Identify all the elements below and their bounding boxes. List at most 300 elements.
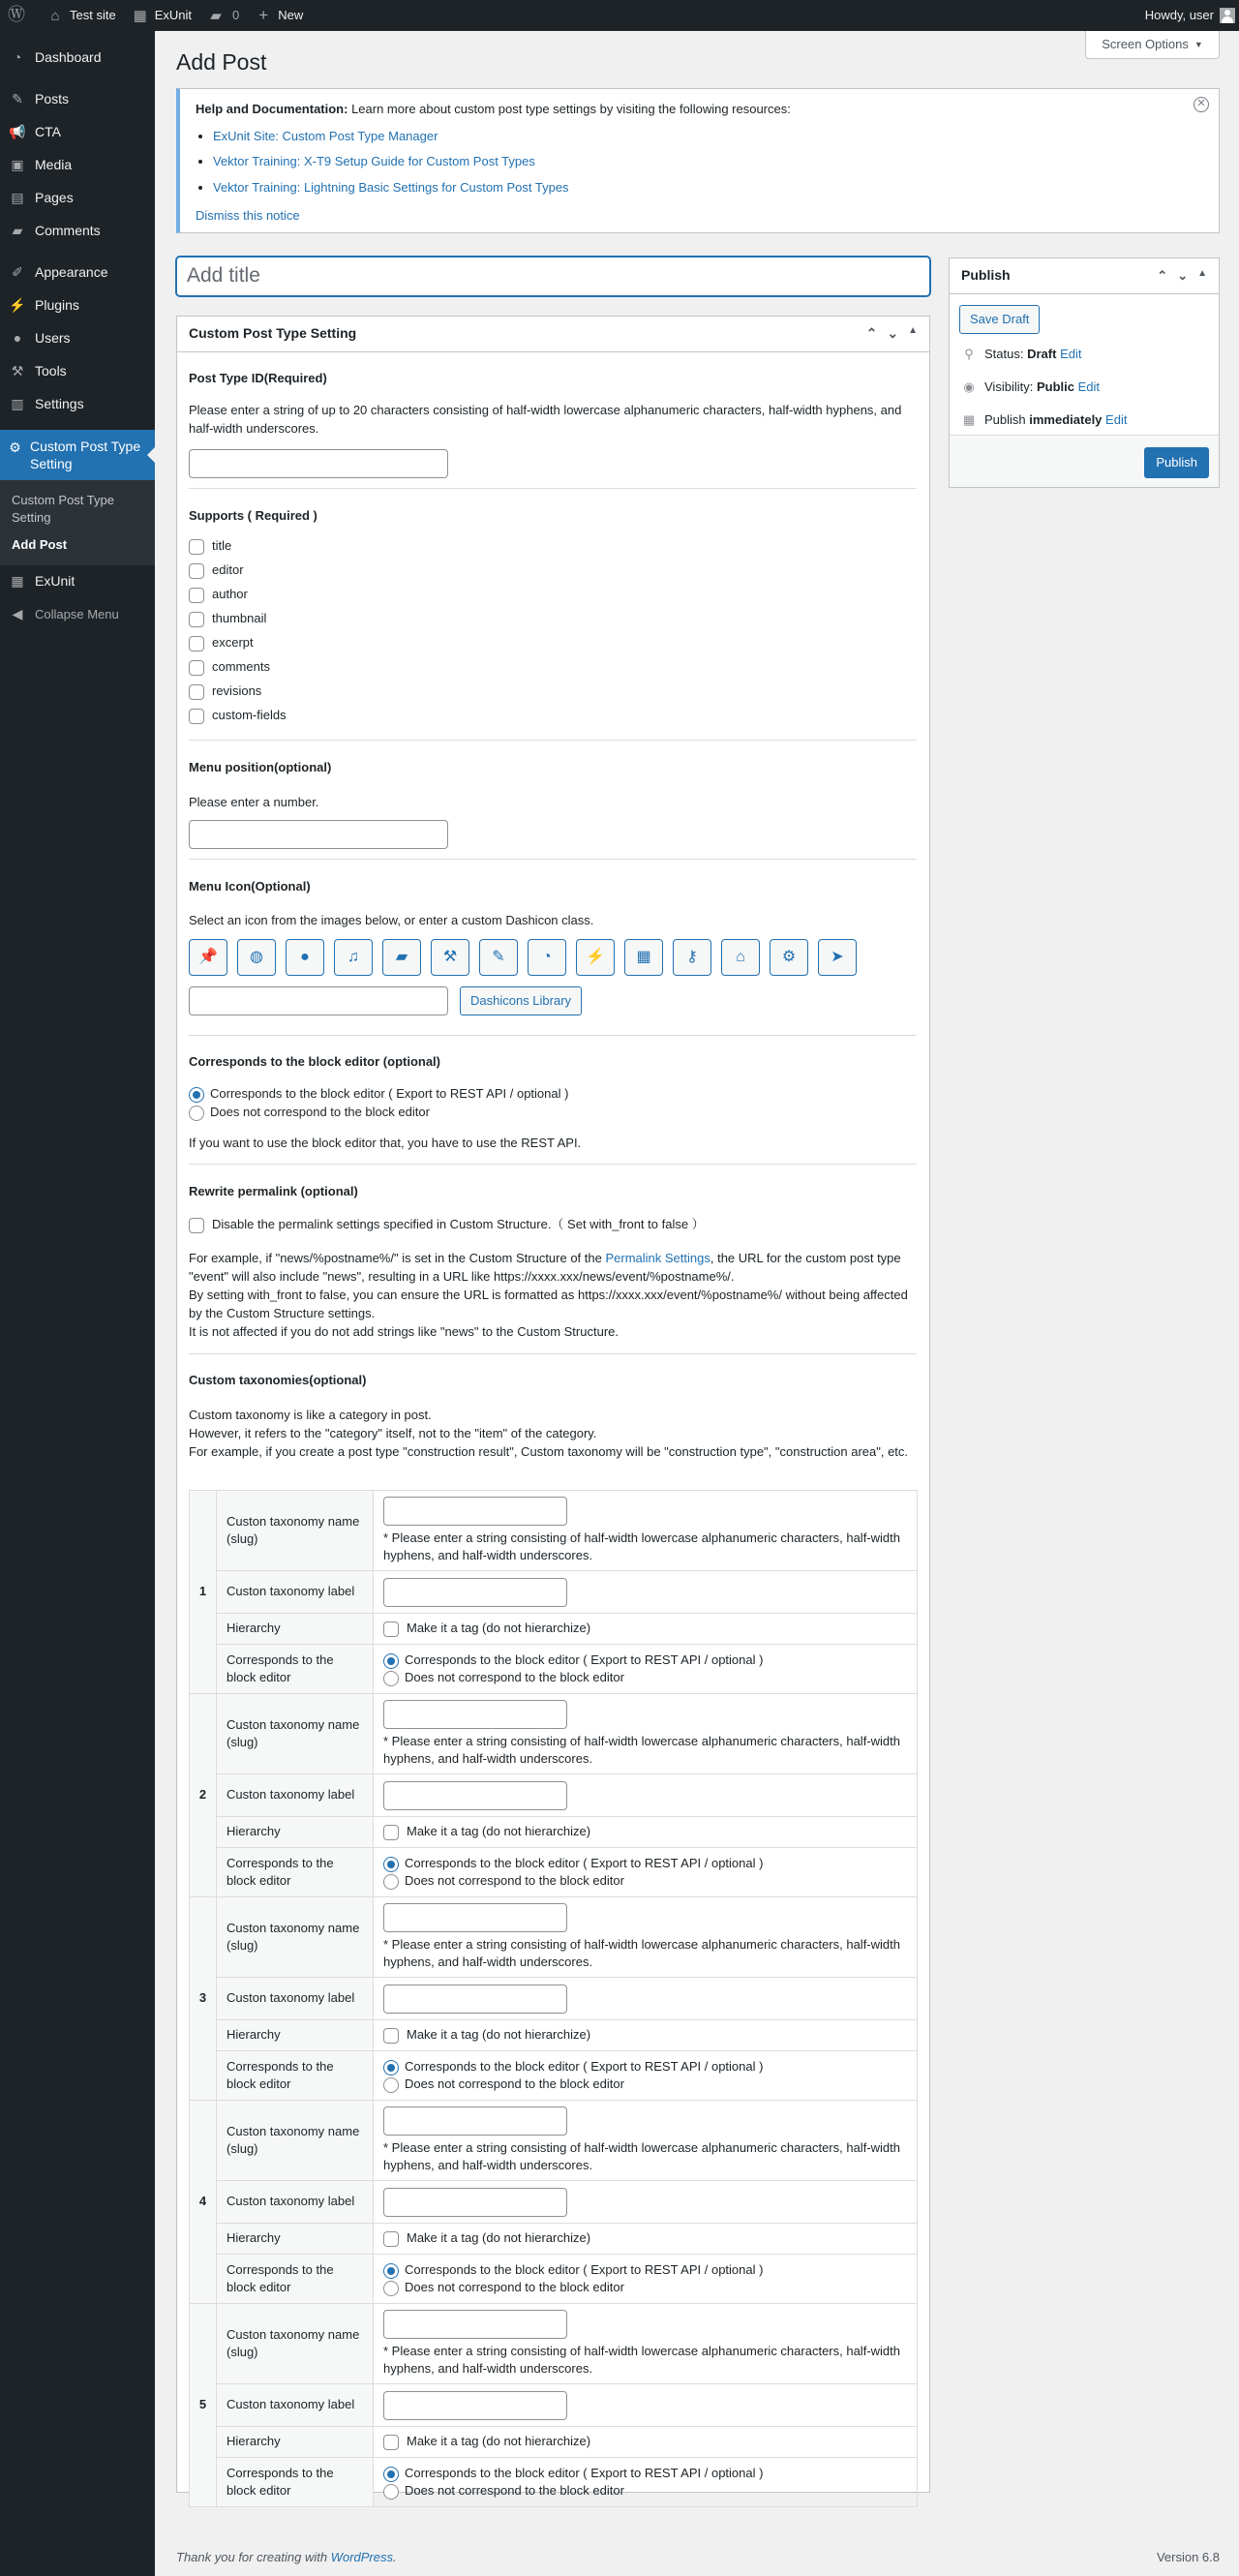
slug-label: Custon taxonomy name (slug) (217, 2304, 374, 2384)
sidebar-item-dashboard[interactable] (0, 42, 155, 75)
move-down-icon[interactable]: ⌄ (887, 325, 899, 342)
table-row (190, 1571, 918, 1614)
checkbox[interactable] (383, 2435, 399, 2450)
hierarchy-label: Hierarchy (217, 2427, 374, 2458)
notice-link-exunit[interactable]: ExUnit Site: Custom Post Type Manager (213, 129, 438, 144)
edit-visibility-link[interactable]: Edit (1077, 379, 1101, 394)
taxonomy-number: 1 (190, 1491, 217, 1694)
new-content-link[interactable] (247, 0, 311, 31)
footer-version: Version 6.8 (1156, 2550, 1220, 2564)
notice-lead (196, 101, 1203, 118)
taxonomy-label-input[interactable] (383, 1781, 567, 1810)
permalink-settings-link[interactable]: Permalink Settings (605, 1251, 710, 1265)
radio[interactable] (383, 2281, 399, 2296)
radio[interactable] (383, 2077, 399, 2093)
table-row (190, 1817, 918, 1848)
dashboard-icon[interactable]: ◔ (528, 939, 566, 976)
block-editor-options (189, 1086, 568, 1123)
radio[interactable] (383, 1653, 399, 1669)
radio[interactable] (383, 2263, 399, 2279)
option-label: custom-fields (212, 708, 287, 722)
dashicons-library-button[interactable]: Dashicons Library (460, 986, 582, 1015)
supports-option-author[interactable] (189, 587, 287, 611)
media-icon: ▣ (11, 157, 24, 173)
checkbox[interactable] (189, 709, 204, 724)
home-icon: ⌂ (50, 7, 60, 24)
option-label: author (212, 587, 248, 601)
publish-header (950, 258, 1219, 294)
sidebar-item-custom-post-type-setting[interactable] (0, 430, 155, 480)
help-line: For example, if you create a post type "construction result", Custom taxonomy will be "construction type", "construction area", etc. (189, 1444, 909, 1459)
checkbox[interactable] (383, 1825, 399, 1840)
radio[interactable] (383, 1671, 399, 1686)
slug-cell (374, 1694, 918, 1774)
page-title: Add Post (176, 49, 267, 75)
help-line: Custom taxonomy is like a category in post. (189, 1408, 432, 1422)
taxonomy-label-input[interactable] (383, 2188, 567, 2217)
hierarchy-checkbox-label: Make it a tag (do not hierarchize) (407, 1621, 591, 1636)
status-value: Draft (1027, 347, 1057, 361)
hierarchy-cell[interactable] (374, 2020, 918, 2051)
option-label: excerpt (212, 635, 254, 650)
menu-icon-help: Select an icon from the images below, or enter a custom Dashicon class. (189, 913, 594, 927)
notice-lead-text: Learn more about custom post type settings by visiting the following resources: (348, 102, 791, 116)
block-editor-option-no[interactable] (383, 2076, 907, 2093)
table-row (190, 1614, 918, 1645)
taxonomy-slug-input[interactable] (383, 1497, 567, 1526)
sidebar-item-label: CTA (35, 124, 61, 140)
hierarchy-cell[interactable] (374, 1817, 918, 1848)
wrench-icon: ⚒ (11, 363, 24, 379)
sidebar-item-media[interactable] (0, 149, 155, 182)
sidebar-item-comments[interactable] (0, 215, 155, 248)
block-editor-option-no[interactable] (383, 1872, 907, 1890)
taxonomy-label-input[interactable] (383, 2391, 567, 2420)
rewrite-permalink-label: Rewrite permalink (optional) (189, 1184, 358, 1198)
text: Thank you for creating with (176, 2550, 331, 2564)
hierarchy-label: Hierarchy (217, 2224, 374, 2255)
option-label: Corresponds to the block editor ( Export to REST API / optional ) (405, 2059, 764, 2074)
checkbox[interactable] (383, 2028, 399, 2044)
home-icon[interactable]: ⌂ (721, 939, 760, 976)
option-label: Does not correspond to the block editor (405, 2076, 624, 2091)
table-row (190, 1848, 918, 1897)
key-icon[interactable]: ⚷ (673, 939, 711, 976)
user-icon[interactable]: ● (286, 939, 324, 976)
media-icon[interactable]: ♫ (334, 939, 373, 976)
option-label: revisions (212, 683, 262, 698)
radio[interactable] (383, 2467, 399, 2482)
sidebar-item-label: Settings (35, 396, 84, 412)
edit-page-icon[interactable]: ✎ (479, 939, 518, 976)
publish-button[interactable]: Publish (1144, 447, 1209, 478)
status-label: Status: (984, 347, 1024, 361)
plugin-icon[interactable]: ⚡ (576, 939, 615, 976)
custom-taxonomy-table (189, 1490, 918, 2507)
brush-icon: ✐ (12, 264, 23, 281)
option-label: Corresponds to the block editor ( Export to REST API / optional ) (405, 1652, 764, 1667)
checkbox[interactable] (189, 636, 204, 652)
exunit-icon: ▦ (133, 7, 147, 24)
slug-label: Custon taxonomy name (slug) (217, 1897, 374, 1978)
toggle-panel-icon[interactable]: ▲ (908, 325, 918, 337)
supports-option-editor[interactable] (189, 562, 287, 587)
edit-status-link[interactable]: Edit (1060, 347, 1082, 361)
submenu-item-add-post[interactable]: Add Post (12, 537, 68, 552)
block-editor-note: If you want to use the block editor that, you have to use the REST API. (189, 1136, 582, 1150)
block-editor-option-yes[interactable] (383, 2261, 907, 2279)
metabox-header (177, 317, 929, 352)
supports-option-custom-fields[interactable] (189, 708, 287, 732)
radio[interactable] (383, 2484, 399, 2500)
label-cell (374, 2181, 918, 2224)
collapse-icon: ◀ (12, 606, 23, 622)
slug-cell (374, 2304, 918, 2384)
slug-cell (374, 2101, 918, 2181)
block-editor-option-no[interactable] (383, 2279, 907, 2296)
publish-value: immediately (1029, 412, 1103, 427)
help-notice (176, 88, 1220, 233)
dismiss-notice-link[interactable]: Dismiss this notice (196, 208, 300, 223)
submenu-item-custom-post-type-setting[interactable]: Custom Post Type Setting (12, 493, 114, 525)
taxonomy-number: 5 (190, 2304, 217, 2507)
table-row (190, 1694, 918, 1774)
menu-icon-label: Menu Icon(Optional) (189, 879, 311, 894)
checkbox[interactable] (189, 684, 204, 700)
block-editor-option-no[interactable] (383, 1669, 907, 1686)
label-cell (374, 2384, 918, 2427)
block-editor-option-yes[interactable] (383, 2058, 907, 2076)
taxonomy-number: 2 (190, 1694, 217, 1897)
comments-count: 0 (231, 7, 240, 22)
slug-help: * Please enter a string consisting of half-width lowercase alphanumeric characters, half-width hyphens, and half-width underscores. (383, 2140, 900, 2172)
sidebar-item-label: Pages (35, 190, 74, 206)
block-editor-option-yes[interactable] (189, 1086, 568, 1105)
radio[interactable] (383, 2060, 399, 2076)
slug-help: * Please enter a string consisting of half-width lowercase alphanumeric characters, half-width hyphens, and half-width underscores. (383, 1734, 900, 1766)
slug-cell (374, 1491, 918, 1571)
radio[interactable] (383, 1874, 399, 1890)
id-card-icon[interactable]: ▦ (624, 939, 663, 976)
custom-taxonomies-help (189, 1406, 917, 1461)
comments-link[interactable] (199, 0, 247, 31)
pin-icon[interactable]: 📌 (189, 939, 227, 976)
screen-options-label: Screen Options (1102, 36, 1189, 51)
taxonomy-slug-input[interactable] (383, 1903, 567, 1932)
sidebar-item-exunit[interactable] (0, 565, 155, 598)
list-item (213, 128, 1203, 145)
settings-icon[interactable]: ⚙ (770, 939, 808, 976)
toggle-panel-icon[interactable]: ▲ (1197, 267, 1207, 279)
rewrite-permalink-explanation (189, 1249, 917, 1341)
collapse-label: Collapse Menu (35, 606, 119, 621)
checkbox[interactable] (189, 539, 204, 555)
table-row (190, 2224, 918, 2255)
label-cell (374, 1571, 918, 1614)
table-row (190, 2255, 918, 2304)
user-icon: ● (13, 330, 22, 347)
sidebar-item-pages[interactable] (0, 182, 155, 215)
hierarchy-checkbox-label: Make it a tag (do not hierarchize) (407, 2434, 591, 2449)
visibility-value: Public (1036, 379, 1074, 394)
option-label: Does not correspond to the block editor (405, 1873, 624, 1888)
sidebar-item-appearance[interactable] (0, 257, 155, 289)
dashicon-class-input[interactable] (189, 986, 448, 1015)
option-label: Corresponds to the block editor ( Export to REST API / optional ) (210, 1086, 569, 1101)
table-row (190, 1491, 918, 1571)
option-label: Does not correspond to the block editor (210, 1105, 430, 1119)
checkbox[interactable] (189, 588, 204, 603)
label-label: Custon taxonomy label (217, 1774, 374, 1817)
globe-icon[interactable]: ◍ (237, 939, 276, 976)
comment-icon: ▰ (12, 223, 23, 239)
block-editor-label: Corresponds to the block editor (217, 2458, 374, 2507)
new-label: New (278, 7, 304, 22)
rewrite-paragraph-1 (189, 1249, 917, 1286)
megaphone-icon: 📢 (9, 124, 26, 140)
wordpress-logo-button[interactable] (0, 0, 39, 31)
hierarchy-cell[interactable] (374, 2224, 918, 2255)
hierarchy-cell[interactable] (374, 1614, 918, 1645)
text: . (393, 2550, 397, 2564)
checkbox[interactable] (383, 2231, 399, 2247)
admin-sidebar (0, 31, 155, 2576)
label-cell (374, 1978, 918, 2020)
notice-links (213, 128, 1203, 197)
publish-title: Publish (961, 267, 1011, 284)
page-icon: ▤ (11, 190, 24, 206)
hierarchy-checkbox-label: Make it a tag (do not hierarchize) (407, 2027, 591, 2043)
block-editor-cell (374, 2458, 918, 2507)
gear-icon: ⚙ (9, 439, 21, 455)
taxonomy-number: 4 (190, 2101, 217, 2304)
label-label: Custon taxonomy label (217, 1571, 374, 1614)
block-editor-option-yes[interactable] (383, 1652, 907, 1669)
table-row (190, 2020, 918, 2051)
table-row (190, 2051, 918, 2101)
wordpress-logo-icon: Ⓦ (8, 5, 25, 25)
option-label: Does not correspond to the block editor (405, 2483, 624, 2498)
block-editor-label: Corresponds to the block editor (217, 1645, 374, 1694)
send-icon[interactable]: ➤ (818, 939, 857, 976)
publish-schedule-row (961, 411, 1127, 429)
option-label: Does not correspond to the block editor (405, 1670, 624, 1684)
screen-options-button[interactable] (1085, 31, 1220, 59)
sidebar-item-cta[interactable] (0, 116, 155, 149)
supports-option-thumbnail[interactable] (189, 611, 287, 635)
sidebar-item-label: Media (35, 157, 73, 173)
sidebar-item-label: Appearance (35, 264, 108, 281)
hierarchy-checkbox-label: Make it a tag (do not hierarchize) (407, 2230, 591, 2246)
supports-option-revisions[interactable] (189, 683, 287, 708)
sidebar-submenu (0, 480, 155, 565)
menu-icon-grid (189, 939, 917, 978)
menu-position-help: Please enter a number. (189, 795, 319, 809)
taxonomy-label-input[interactable] (383, 1985, 567, 2014)
rewrite-paragraph-2: By setting with_front to false, you can ensure the URL is formatted as https://xxxx.xxx/event/%postname%/ without being affected by the Custom Structure settings. (189, 1288, 908, 1320)
option-label: editor (212, 562, 244, 577)
sidebar-item-users[interactable] (0, 322, 155, 355)
exunit-icon: ▦ (11, 573, 24, 590)
sidebar-item-label: Custom Post Type Setting (29, 439, 141, 471)
title-input[interactable]: Add title (176, 257, 930, 296)
notice-link-lightning[interactable]: Vektor Training: Lightning Basic Settings for Custom Post Types (213, 179, 569, 195)
rewrite-permalink-option[interactable] (189, 1217, 705, 1233)
option-label: Corresponds to the block editor ( Export to REST API / optional ) (405, 1856, 764, 1870)
pin-icon: ⚲ (964, 347, 974, 361)
publish-metabox (949, 258, 1220, 488)
eye-icon: ◉ (963, 379, 975, 394)
slug-label: Custon taxonomy name (slug) (217, 1694, 374, 1774)
comment-icon: ▰ (210, 7, 222, 24)
collapse-menu-button[interactable] (0, 598, 155, 631)
taxonomy-slug-input[interactable] (383, 1700, 567, 1729)
taxonomy-slug-input[interactable] (383, 2106, 567, 2136)
label-label: Custon taxonomy label (217, 2384, 374, 2427)
help-line: However, it refers to the "category" itself, not to the "item" of the category. (189, 1426, 597, 1440)
block-editor-label: Corresponds to the block editor (217, 1848, 374, 1897)
checkbox[interactable] (189, 1218, 204, 1233)
sidebar-item-label: ExUnit (35, 573, 76, 590)
block-editor-option-yes[interactable] (383, 1855, 907, 1872)
sidebar-item-settings[interactable] (0, 388, 155, 421)
checkbox[interactable] (189, 563, 204, 579)
checkbox[interactable] (383, 1621, 399, 1637)
footer-thanks (176, 2549, 397, 2566)
table-row (190, 2304, 918, 2384)
option-label: Corresponds to the block editor ( Export to REST API / optional ) (405, 2466, 764, 2480)
wordpress-link[interactable]: WordPress (330, 2550, 393, 2564)
sidebar-item-label: Posts (35, 91, 70, 107)
supports-option-comments[interactable] (189, 659, 287, 683)
move-down-icon[interactable]: ⌄ (1177, 267, 1189, 283)
label-label: Custon taxonomy label (217, 2181, 374, 2224)
plugin-icon: ⚡ (9, 297, 26, 314)
menu-position-input[interactable] (189, 820, 448, 849)
hierarchy-cell[interactable] (374, 2427, 918, 2458)
visibility-label: Visibility: (984, 379, 1034, 394)
notice-link-xt9[interactable]: Vektor Training: X-T9 Setup Guide for Custom Post Types (213, 154, 535, 169)
move-up-icon[interactable]: ⌃ (1157, 267, 1168, 283)
site-name-label: Test site (70, 7, 116, 22)
supports-label: Supports ( Required ) (189, 508, 317, 523)
metabox-title: Custom Post Type Setting (189, 325, 357, 342)
close-icon[interactable]: ✕ (1194, 97, 1209, 112)
option-label: title (212, 538, 232, 553)
pin-icon: ✎ (12, 91, 23, 107)
checkbox[interactable] (189, 660, 204, 676)
sidebar-item-label: Plugins (35, 297, 79, 314)
publish-visibility-row (961, 379, 1100, 396)
sidebar-item-label: Comments (35, 223, 101, 239)
table-row (190, 1897, 918, 1978)
publish-status-row (961, 346, 1081, 363)
table-row (190, 1978, 918, 2020)
hierarchy-label: Hierarchy (217, 1817, 374, 1848)
exunit-link[interactable] (124, 0, 199, 31)
slug-cell (374, 1897, 918, 1978)
block-editor-label: Corresponds to the block editor (optional) (189, 1054, 440, 1069)
supports-option-title[interactable] (189, 538, 287, 562)
exunit-label: ExUnit (154, 7, 192, 22)
option-label: Corresponds to the block editor ( Export to REST API / optional ) (405, 2262, 764, 2277)
move-up-icon[interactable]: ⌃ (865, 325, 878, 342)
sidebar-item-label: Tools (35, 363, 67, 379)
slug-label: Custon taxonomy name (slug) (217, 1491, 374, 1571)
text: , the URL for the custom post type "event" will also include "news", resulting in a URL like https://xxxx.xxx/news/event/%postname%/. (189, 1251, 901, 1284)
sidebar-item-tools[interactable] (0, 355, 155, 388)
taxonomy-number: 3 (190, 1897, 217, 2101)
sidebar-item-label: Users (35, 330, 71, 347)
supports-option-excerpt[interactable] (189, 635, 287, 659)
table-row (190, 1774, 918, 1817)
custom-post-type-setting-metabox (176, 316, 930, 2498)
block-editor-label: Corresponds to the block editor (217, 2255, 374, 2304)
block-editor-cell (374, 1645, 918, 1694)
account-menu[interactable] (1137, 0, 1239, 31)
site-name-link[interactable] (39, 0, 124, 31)
notice-lead-bold: Help and Documentation: (196, 102, 348, 116)
option-label: Does not correspond to the block editor (405, 2280, 624, 2294)
table-row (190, 2181, 918, 2224)
text: For example, if "news/%postname%/" is set in the Custom Structure of the (189, 1251, 606, 1265)
label-cell (374, 1774, 918, 1817)
hierarchy-label: Hierarchy (217, 1614, 374, 1645)
calendar-icon: ▦ (962, 412, 976, 427)
admin-bar (0, 0, 1239, 31)
table-row (190, 2384, 918, 2427)
block-editor-label: Corresponds to the block editor (217, 2051, 374, 2101)
plus-icon: + (258, 6, 269, 25)
supports-options (189, 538, 287, 732)
taxonomy-slug-input[interactable] (383, 2310, 567, 2339)
block-editor-option-no[interactable] (383, 2482, 907, 2500)
post-type-id-label: Post Type ID(Required) (189, 371, 327, 385)
radio[interactable] (189, 1106, 204, 1121)
block-editor-cell (374, 2255, 918, 2304)
table-row (190, 2458, 918, 2507)
save-draft-button[interactable]: Save Draft (959, 305, 1040, 334)
comment-icon[interactable]: ▰ (382, 939, 421, 976)
slug-help: * Please enter a string consisting of half-width lowercase alphanumeric characters, half-width hyphens, and half-width underscores. (383, 1530, 900, 1562)
dashboard-icon: ◔ (13, 49, 22, 66)
settings-icon: ▥ (11, 396, 24, 412)
taxonomy-label-input[interactable] (383, 1578, 567, 1607)
block-editor-option-no[interactable] (189, 1105, 568, 1123)
checkbox[interactable] (189, 612, 204, 627)
option-label: Disable the permalink settings specified in Custom Structure.（ Set with_front to false ） (212, 1217, 705, 1231)
option-label: thumbnail (212, 611, 267, 625)
table-row (190, 1645, 918, 1694)
sidebar-item-plugins[interactable] (0, 289, 155, 322)
hammer-icon[interactable]: ⚒ (431, 939, 469, 976)
avatar (1220, 8, 1235, 23)
hierarchy-label: Hierarchy (217, 2020, 374, 2051)
post-type-id-input[interactable] (189, 449, 448, 478)
block-editor-cell (374, 2051, 918, 2101)
radio[interactable] (383, 1857, 399, 1872)
sidebar-item-posts[interactable] (0, 83, 155, 116)
hierarchy-checkbox-label: Make it a tag (do not hierarchize) (407, 1824, 591, 1839)
table-row (190, 2101, 918, 2181)
block-editor-cell (374, 1848, 918, 1897)
rewrite-paragraph-3: It is not affected if you do not add strings like "news" to the Custom Structure. (189, 1324, 619, 1339)
block-editor-option-yes[interactable] (383, 2465, 907, 2482)
post-type-id-help: Please enter a string of up to 20 characters consisting of half-width lowercase alphanumeric characters, half-width hyphens, and half-width underscores. (189, 403, 902, 436)
slug-label: Custon taxonomy name (slug) (217, 2101, 374, 2181)
edit-schedule-link[interactable]: Edit (1105, 412, 1128, 427)
radio[interactable] (189, 1087, 204, 1103)
